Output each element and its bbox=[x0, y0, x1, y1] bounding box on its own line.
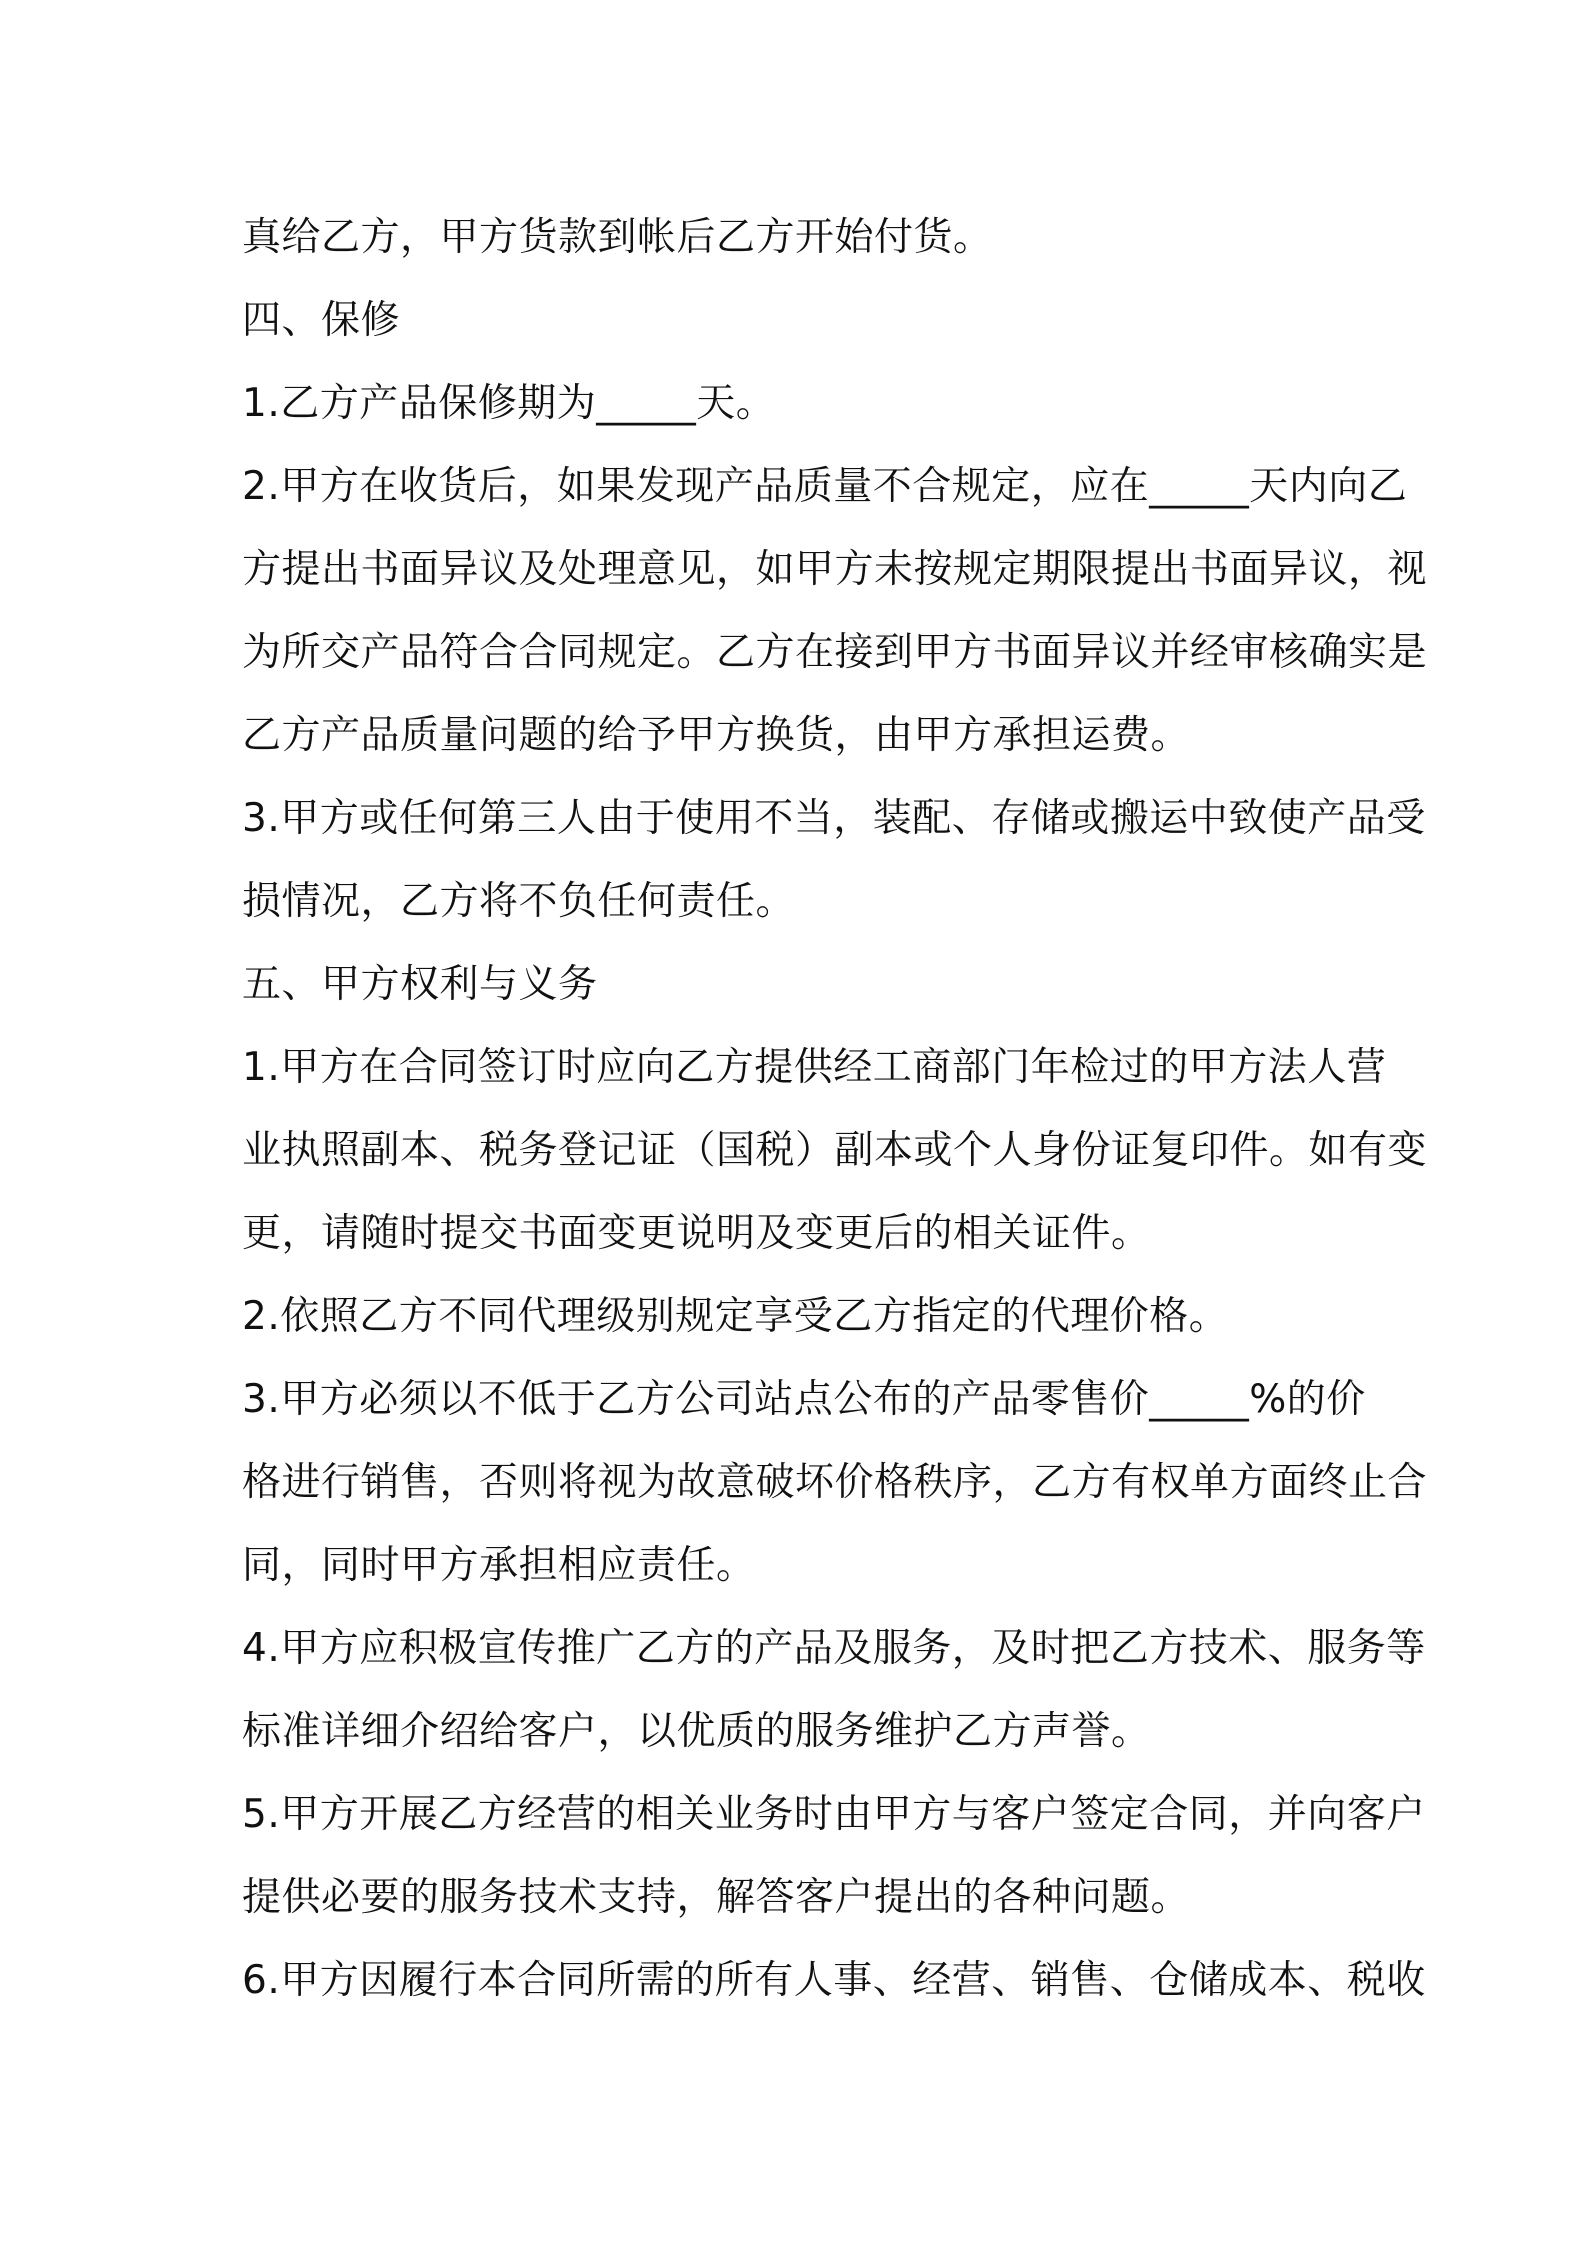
section-heading-party-a-rights: 五、甲方权利与义务 bbox=[242, 962, 598, 1007]
paragraph-line: 4.甲方应积极宣传推广乙方的产品及服务，及时把乙方技术、服务等 bbox=[242, 1626, 1426, 1671]
paragraph-line: 标准详细介绍给客户，以优质的服务维护乙方声誉。 bbox=[242, 1709, 1151, 1754]
paragraph-line: 真给乙方，甲方货款到帐后乙方开始付货。 bbox=[242, 215, 993, 260]
paragraph-line: 损情况，乙方将不负任何责任。 bbox=[242, 879, 796, 924]
paragraph-line: 为所交产品符合合同规定。乙方在接到甲方书面异议并经审核确实是 bbox=[242, 630, 1428, 675]
paragraph-line: 6.甲方因履行本合同所需的所有人事、经营、销售、仓储成本、税收 bbox=[242, 1958, 1426, 2003]
paragraph-line: 1.甲方在合同签订时应向乙方提供经工商部门年检过的甲方法人营 bbox=[242, 1045, 1387, 1090]
paragraph-line: 3.甲方必须以不低于乙方公司站点公布的产品零售价_____%的价 bbox=[242, 1377, 1366, 1422]
paragraph-line: 业执照副本、税务登记证（国税）副本或个人身份证复印件。如有变 bbox=[242, 1128, 1428, 1173]
paragraph-line: 方提出书面异议及处理意见，如甲方未按规定期限提出书面异议，视 bbox=[242, 547, 1428, 592]
paragraph-line: 2.甲方在收货后，如果发现产品质量不合规定，应在_____天内向乙 bbox=[242, 464, 1408, 509]
paragraph-line: 1.乙方产品保修期为_____天。 bbox=[242, 381, 776, 426]
contract-body bbox=[242, 196, 1428, 2022]
paragraph-line: 格进行销售，否则将视为故意破坏价格秩序，乙方有权单方面终止合 bbox=[242, 1460, 1428, 1505]
paragraph-line: 更，请随时提交书面变更说明及变更后的相关证件。 bbox=[242, 1211, 1151, 1256]
paragraph-line: 2.依照乙方不同代理级别规定享受乙方指定的代理价格。 bbox=[242, 1294, 1229, 1339]
paragraph-line: 乙方产品质量问题的给予甲方换货，由甲方承担运费。 bbox=[242, 713, 1191, 758]
section-heading-warranty: 四、保修 bbox=[242, 298, 401, 343]
paragraph-line: 同，同时甲方承担相应责任。 bbox=[242, 1543, 756, 1588]
paragraph-line: 提供必要的服务技术支持，解答客户提出的各种问题。 bbox=[242, 1875, 1191, 1920]
paragraph-line: 5.甲方开展乙方经营的相关业务时由甲方与客户签定合同，并向客户 bbox=[242, 1792, 1426, 1837]
paragraph-line: 3.甲方或任何第三人由于使用不当，装配、存储或搬运中致使产品受 bbox=[242, 796, 1426, 841]
